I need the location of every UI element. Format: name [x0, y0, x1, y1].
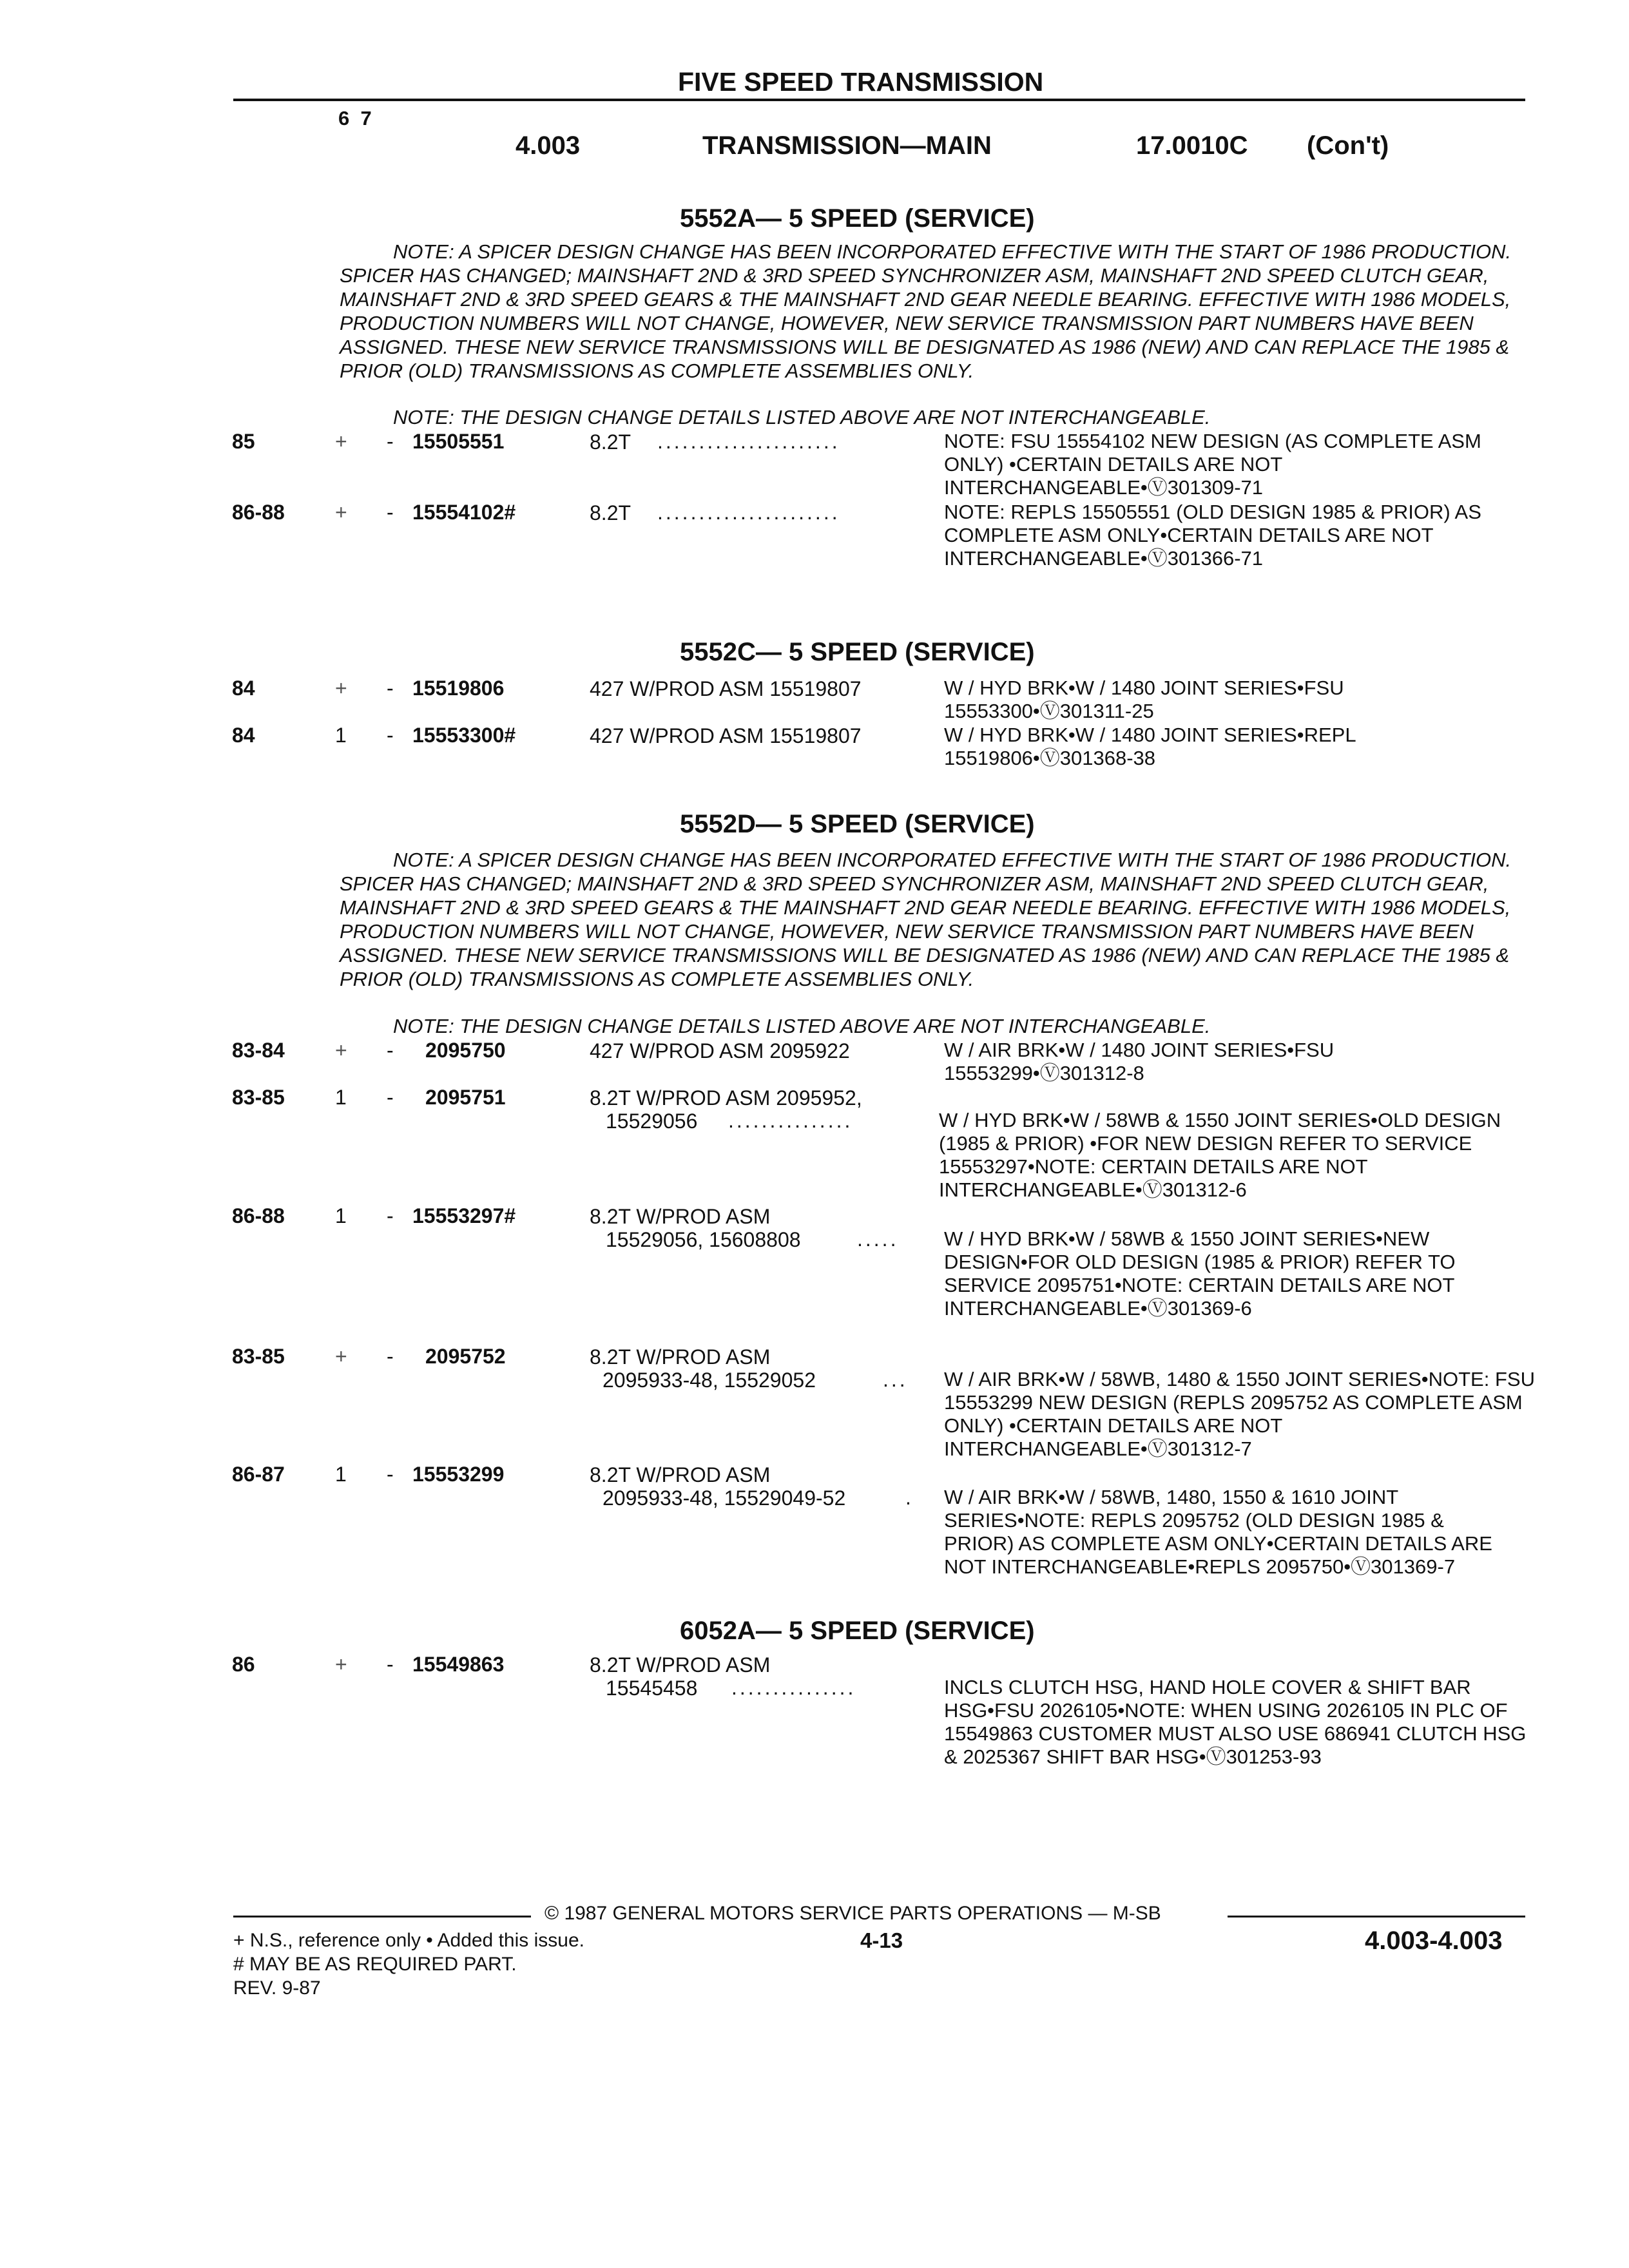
remarks: W / AIR BRK•W / 1480 JOINT SERIES•FSU 15553299•Ⓥ301312-8: [944, 1039, 1335, 1084]
dash: -: [387, 724, 394, 747]
description-cont: 15529056: [606, 1110, 698, 1133]
description: 8.2T W/PROD ASM: [590, 1653, 771, 1677]
quantity: +: [335, 677, 347, 700]
quantity: +: [335, 1345, 347, 1368]
years: 84: [232, 677, 255, 700]
section-title: 6052A— 5 SPEED (SERVICE): [680, 1617, 1035, 1645]
leader-dots: ...: [883, 1368, 908, 1391]
part-number: 2095752: [425, 1345, 506, 1368]
copyright: © 1987 GENERAL MOTORS SERVICE PARTS OPERATIONS — M-SB: [545, 1903, 1161, 1924]
section-note: NOTE: A SPICER DESIGN CHANGE HAS BEEN INCORPORATED EFFECTIVE WITH THE START OF 1986 PRODUCTION. SPICER HAS CHANGED; MAINSHAFT 2ND & 3RD SPEED SYNCHRONIZER ASM, MAINSHAFT 2ND SPEED CLUTCH GEAR, MAINSHAFT 2ND & 3RD SPEED GEARS & THE MAINSHAFT 2ND GEAR NEEDLE BEARING. EFFECTIVE WITH 1986 MODELS, PRODUCTION NUMBERS WILL NOT CHANGE, HOWEVER, NEW SERVICE TRANSMISSION PART NUMBERS HAVE BEEN ASSIGNED. THESE NEW SERVICE TRANSMISSIONS WILL BE DESIGNATED AS 1986 (NEW) AND CAN REPLACE THE 1985 & PRIOR (OLD) TRANSMISSIONS AS COMPLETE ASSEMBLIES ONLY.: [340, 849, 1512, 990]
remarks: W / HYD BRK•W / 1480 JOINT SERIES•REPL 15519806•Ⓥ301368-38: [944, 724, 1356, 769]
years: 83-84: [232, 1039, 285, 1062]
dash: -: [387, 1463, 394, 1486]
reference-number: 17.0010C: [1136, 131, 1248, 160]
part-number: 15505551: [412, 430, 505, 453]
part-number: 2095751: [425, 1086, 506, 1109]
group-name: TRANSMISSION—MAIN: [702, 131, 992, 160]
quantity: +: [335, 430, 347, 453]
quantity: +: [335, 501, 347, 524]
description: 8.2T: [590, 501, 631, 524]
section-title: 5552C— 5 SPEED (SERVICE): [680, 638, 1035, 666]
leader-dots: ......................: [657, 501, 840, 524]
footer-rule-right: [1228, 1916, 1525, 1917]
dash: -: [387, 1653, 394, 1676]
leader-dots: ...............: [728, 1109, 853, 1132]
part-number: 15553297#: [412, 1204, 516, 1227]
leader-dots: ......................: [657, 430, 840, 453]
dash: -: [387, 1204, 394, 1227]
years: 86-87: [232, 1463, 285, 1486]
continued-label: (Con't): [1307, 131, 1389, 160]
description-cont: 2095933-48, 15529052: [602, 1369, 816, 1392]
description-cont: 2095933-48, 15529049-52: [602, 1486, 846, 1510]
years: 83-85: [232, 1345, 285, 1368]
description: 8.2T W/PROD ASM: [590, 1463, 771, 1486]
section-note: NOTE: A SPICER DESIGN CHANGE HAS BEEN INCORPORATED EFFECTIVE WITH THE START OF 1986 PRODUCTION. SPICER HAS CHANGED; MAINSHAFT 2ND & 3RD SPEED SYNCHRONIZER ASM, MAINSHAFT 2ND SPEED CLUTCH GEAR, MAINSHAFT 2ND & 3RD SPEED GEARS & THE MAINSHAFT 2ND GEAR NEEDLE BEARING. EFFECTIVE WITH 1986 MODELS, PRODUCTION NUMBERS WILL NOT CHANGE, HOWEVER, NEW SERVICE TRANSMISSION PART NUMBERS HAVE BEEN ASSIGNED. THESE NEW SERVICE TRANSMISSIONS WILL BE DESIGNATED AS 1986 (NEW) AND CAN REPLACE THE 1985 & PRIOR (OLD) TRANSMISSIONS AS COMPLETE ASSEMBLIES ONLY.: [340, 240, 1512, 382]
description: 8.2T W/PROD ASM: [590, 1345, 771, 1369]
leader-dots: .....: [857, 1227, 899, 1251]
remarks: W / AIR BRK•W / 58WB, 1480 & 1550 JOINT SERIES•NOTE: FSU 15553299 NEW DESIGN (REPLS 2095752 AS COMPLETE ASM ONLY) •CERTAIN DETAILS ARE NOT INTERCHANGEABLE•Ⓥ301312-7: [944, 1368, 1535, 1460]
dash: -: [387, 1086, 394, 1109]
section-note-interchange: NOTE: THE DESIGN CHANGE DETAILS LISTED ABOVE ARE NOT INTERCHANGEABLE.: [393, 1015, 1211, 1037]
leader-dots: .: [905, 1486, 914, 1509]
part-number: 2095750: [425, 1039, 506, 1062]
dash: -: [387, 430, 394, 453]
page-number: 4-13: [860, 1928, 903, 1952]
remarks: W / HYD BRK•W / 1480 JOINT SERIES•FSU 15553300•Ⓥ301311-25: [944, 677, 1344, 722]
leader-dots: ...............: [731, 1676, 856, 1699]
page-columns: 6 7: [338, 107, 372, 130]
dash: -: [387, 501, 394, 524]
footer-rule-left: [233, 1916, 531, 1917]
quantity: +: [335, 1039, 347, 1062]
header-rule: [233, 99, 1525, 101]
dash: -: [387, 1345, 394, 1368]
description: 427 W/PROD ASM 15519807: [590, 724, 862, 747]
part-number: 15519806: [412, 677, 505, 700]
quantity: 1: [335, 1204, 347, 1227]
years: 84: [232, 724, 255, 747]
group-number: 4.003: [516, 131, 581, 160]
remarks: NOTE: REPLS 15505551 (OLD DESIGN 1985 & PRIOR) AS COMPLETE ASM ONLY•CERTAIN DETAILS ARE NOT INTERCHANGEABLE•Ⓥ301366-71: [944, 501, 1481, 570]
quantity: 1: [335, 1086, 347, 1109]
dash: -: [387, 1039, 394, 1062]
part-number: 15553299: [412, 1463, 505, 1486]
description: 8.2T: [590, 430, 631, 454]
revision: REV. 9-87: [233, 1977, 321, 1999]
description: 427 W/PROD ASM 15519807: [590, 677, 862, 700]
section-note-interchange: NOTE: THE DESIGN CHANGE DETAILS LISTED ABOVE ARE NOT INTERCHANGEABLE.: [393, 406, 1211, 428]
section-title: 5552A— 5 SPEED (SERVICE): [680, 204, 1035, 233]
page-range: 4.003-4.003: [1365, 1927, 1503, 1955]
description: 427 W/PROD ASM 2095922: [590, 1039, 850, 1062]
section-title: 5552D— 5 SPEED (SERVICE): [680, 810, 1035, 838]
part-number: 15554102#: [412, 501, 516, 524]
remarks: W / HYD BRK•W / 58WB & 1550 JOINT SERIES•OLD DESIGN (1985 & PRIOR) •FOR NEW DESIGN REFER TO SERVICE 15553297•NOTE: CERTAIN DETAILS ARE NOT INTERCHANGEABLE•Ⓥ301312-6: [939, 1109, 1501, 1201]
description-cont: 15545458: [606, 1677, 698, 1700]
years: 86-88: [232, 1204, 285, 1227]
years: 86: [232, 1653, 255, 1676]
quantity: 1: [335, 1463, 347, 1486]
part-number: 15549863: [412, 1653, 505, 1676]
legend-ns: + N.S., reference only • Added this issue.: [233, 1930, 584, 1951]
years: 83-85: [232, 1086, 285, 1109]
page-title: FIVE SPEED TRANSMISSION: [678, 67, 1044, 97]
remarks: NOTE: FSU 15554102 NEW DESIGN (AS COMPLETE ASM ONLY) •CERTAIN DETAILS ARE NOT INTERCHANGEABLE•Ⓥ301309-71: [944, 430, 1481, 499]
dash: -: [387, 677, 394, 700]
description: 8.2T W/PROD ASM: [590, 1205, 771, 1228]
quantity: +: [335, 1653, 347, 1676]
description: 8.2T W/PROD ASM 2095952,: [590, 1086, 862, 1110]
remarks: W / AIR BRK•W / 58WB, 1480, 1550 & 1610 JOINT SERIES•NOTE: REPLS 2095752 (OLD DESIGN 1985 & PRIOR) AS COMPLETE ASM ONLY•CERTAIN DETAILS ARE NOT INTERCHANGEABLE•REPLS 2095750•Ⓥ301369-7: [944, 1486, 1492, 1578]
years: 86-88: [232, 501, 285, 524]
remarks: W / HYD BRK•W / 58WB & 1550 JOINT SERIES•NEW DESIGN•FOR OLD DESIGN (1985 & PRIOR) REFER TO SERVICE 2095751•NOTE: CERTAIN DETAILS ARE NOT INTERCHANGEABLE•Ⓥ301369-6: [944, 1227, 1456, 1320]
remarks: INCLS CLUTCH HSG, HAND HOLE COVER & SHIFT BAR HSG•FSU 2026105•NOTE: WHEN USING 2026105 IN PLC OF 15549863 CUSTOMER MUST ALSO USE 686941 CLUTCH HSG & 2025367 SHIFT BAR HSG•Ⓥ301253-93: [944, 1676, 1527, 1768]
years: 85: [232, 430, 255, 453]
part-number: 15553300#: [412, 724, 516, 747]
legend-as-required: # MAY BE AS REQUIRED PART.: [233, 1954, 517, 1975]
description-cont: 15529056, 15608808: [606, 1228, 801, 1251]
quantity: 1: [335, 724, 347, 747]
